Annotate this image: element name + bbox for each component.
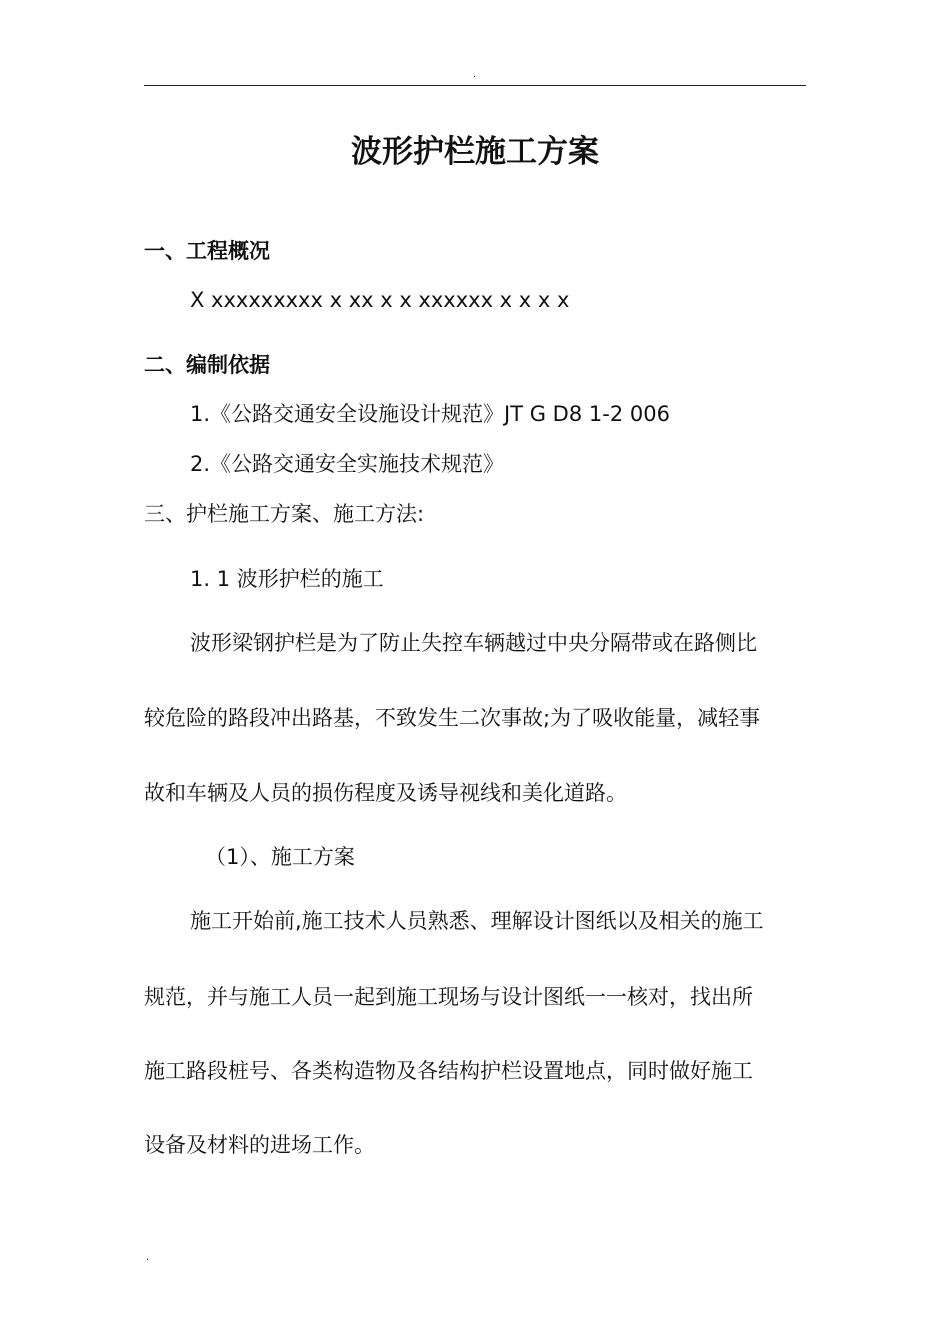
paragraph-line: 故和车辆及人员的损伤程度及诱导视线和美化道路。: [144, 781, 627, 805]
paragraph-line: 设备及材料的进场工作。: [144, 1133, 375, 1157]
page-title: 波形护栏施工方案: [351, 134, 599, 170]
section-heading-basis: 二、编制依据: [144, 353, 270, 377]
paragraph-line: 较危险的路段冲出路基，不致发生二次事故;为了吸收能量，减轻事: [144, 706, 761, 730]
subsection-heading-plan: （1）、施工方案: [205, 845, 355, 869]
section-heading-overview: 一、工程概况: [144, 239, 270, 263]
section-heading-method: 三、护栏施工方案、施工方法:: [144, 502, 425, 526]
paragraph-line: 规范，并与施工人员一起到施工现场与设计图纸一一核对，找出所: [144, 985, 753, 1009]
basis-item-1: 1.《公路交通安全设施设计规范》JT G D8 1-2 006: [190, 402, 670, 426]
subsection-heading-guardrail: 1. 1 波形护栏的施工: [190, 567, 384, 591]
header-rule: [144, 85, 806, 86]
overview-text: X xxxxxxxxx x xx x x xxxxxx x x x x: [190, 288, 570, 312]
header-mark: .: [473, 69, 477, 80]
footer-mark: .: [146, 1252, 150, 1263]
paragraph-line: 施工开始前,施工技术人员熟悉、理解设计图纸以及相关的施工: [190, 909, 764, 933]
paragraph-line: 波形梁钢护栏是为了防止失控车辆越过中央分隔带或在路侧比: [190, 631, 757, 655]
basis-item-2: 2.《公路交通安全实施技术规范》: [190, 452, 505, 476]
paragraph-line: 施工路段桩号、各类构造物及各结构护栏设置地点，同时做好施工: [144, 1059, 753, 1083]
